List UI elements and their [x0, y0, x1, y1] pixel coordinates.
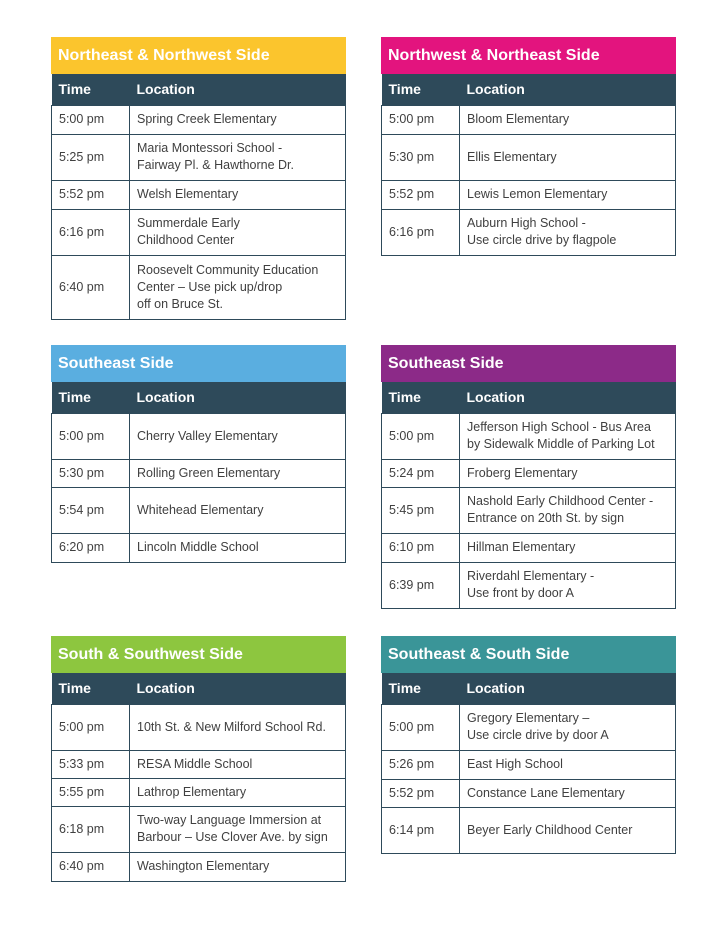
table-row — [52, 255, 346, 319]
stop-time: 5:00 pm — [52, 704, 130, 750]
table-header-row — [382, 74, 676, 105]
location-column-header: Location — [130, 673, 346, 704]
stop-location: Maria Montessori School - Fairway Pl. & Hawthorne Dr. — [130, 134, 346, 180]
route-title: Southeast Side — [51, 345, 346, 382]
stop-location: Jefferson High School - Bus Area by Sidewalk Middle of Parking Lot — [460, 413, 676, 459]
location-column-header: Location — [460, 673, 676, 704]
stop-location: Nashold Early Childhood Center - Entrance on 20th St. by sign — [460, 487, 676, 533]
stop-location: Lathrop Elementary — [130, 778, 346, 806]
table-row — [382, 704, 676, 750]
table-row — [382, 779, 676, 807]
stop-location: Roosevelt Community Education Center – Use pick up/drop off on Bruce St. — [130, 255, 346, 319]
stop-location: Summerdale Early Childhood Center — [130, 209, 346, 255]
stop-location: Ellis Elementary — [460, 134, 676, 180]
route-title: Southeast Side — [381, 345, 676, 382]
table-header-row — [382, 673, 676, 704]
stop-time: 5:30 pm — [52, 459, 130, 487]
stop-time: 6:14 pm — [382, 807, 460, 853]
stop-location: Gregory Elementary – Use circle drive by door A — [460, 704, 676, 750]
table-row — [52, 806, 346, 852]
route-card — [51, 345, 346, 563]
schedule-table — [381, 673, 676, 854]
table-row — [382, 413, 676, 459]
location-column-header: Location — [130, 74, 346, 105]
stop-location: Rolling Green Elementary — [130, 459, 346, 487]
route-title: Northeast & Northwest Side — [51, 37, 346, 74]
route-card — [381, 37, 676, 256]
stop-location: RESA Middle School — [130, 750, 346, 778]
route-title: Northwest & Northeast Side — [381, 37, 676, 74]
table-row — [382, 533, 676, 562]
stop-location: East High School — [460, 750, 676, 779]
stop-location: Whitehead Elementary — [130, 487, 346, 533]
location-column-header: Location — [130, 382, 346, 413]
table-row — [382, 459, 676, 487]
table-row — [382, 487, 676, 533]
table-header-row — [382, 382, 676, 413]
route-card — [381, 345, 676, 609]
time-column-header: Time — [382, 382, 460, 413]
table-header-row — [52, 74, 346, 105]
table-row — [52, 105, 346, 134]
stop-location: Lewis Lemon Elementary — [460, 180, 676, 209]
table-row — [382, 750, 676, 779]
table-row — [52, 413, 346, 459]
stop-time: 5:24 pm — [382, 459, 460, 487]
stop-time: 5:00 pm — [382, 105, 460, 134]
route-title: Southeast & South Side — [381, 636, 676, 673]
time-column-header: Time — [382, 673, 460, 704]
stop-time: 6:20 pm — [52, 533, 130, 562]
schedule-table — [381, 382, 676, 609]
schedule-table — [381, 74, 676, 256]
stop-location: Beyer Early Childhood Center — [460, 807, 676, 853]
table-row — [382, 209, 676, 255]
table-header-row — [52, 673, 346, 704]
schedule-table — [51, 382, 346, 563]
stop-time: 6:40 pm — [52, 852, 130, 881]
table-row — [382, 180, 676, 209]
stop-location: Lincoln Middle School — [130, 533, 346, 562]
stop-time: 6:16 pm — [52, 209, 130, 255]
stop-time: 5:25 pm — [52, 134, 130, 180]
stop-time: 5:55 pm — [52, 778, 130, 806]
stop-location: Hillman Elementary — [460, 533, 676, 562]
stop-location: 10th St. & New Milford School Rd. — [130, 704, 346, 750]
stop-time: 5:26 pm — [382, 750, 460, 779]
stop-time: 5:45 pm — [382, 487, 460, 533]
stop-location: Riverdahl Elementary - Use front by door A — [460, 562, 676, 608]
stop-location: Froberg Elementary — [460, 459, 676, 487]
table-row — [382, 105, 676, 134]
route-card — [51, 37, 346, 320]
stop-location: Spring Creek Elementary — [130, 105, 346, 134]
stop-time: 6:39 pm — [382, 562, 460, 608]
stop-location: Constance Lane Elementary — [460, 779, 676, 807]
stop-location: Washington Elementary — [130, 852, 346, 881]
table-row — [52, 487, 346, 533]
schedule-table — [51, 74, 346, 320]
stop-time: 5:52 pm — [52, 180, 130, 209]
table-row — [52, 459, 346, 487]
stop-time: 5:00 pm — [382, 413, 460, 459]
time-column-header: Time — [52, 382, 130, 413]
location-column-header: Location — [460, 382, 676, 413]
route-card — [381, 636, 676, 854]
stop-time: 5:30 pm — [382, 134, 460, 180]
stop-time: 5:00 pm — [52, 413, 130, 459]
table-row — [52, 209, 346, 255]
table-row — [52, 134, 346, 180]
stop-location: Cherry Valley Elementary — [130, 413, 346, 459]
stop-time: 5:00 pm — [52, 105, 130, 134]
time-column-header: Time — [52, 673, 130, 704]
stop-time: 5:52 pm — [382, 180, 460, 209]
table-row — [52, 852, 346, 881]
route-card — [51, 636, 346, 882]
table-row — [52, 180, 346, 209]
stop-time: 6:18 pm — [52, 806, 130, 852]
table-row — [52, 750, 346, 778]
stop-location: Welsh Elementary — [130, 180, 346, 209]
stop-time: 5:33 pm — [52, 750, 130, 778]
table-row — [382, 807, 676, 853]
stop-time: 6:10 pm — [382, 533, 460, 562]
stop-time: 5:00 pm — [382, 704, 460, 750]
time-column-header: Time — [382, 74, 460, 105]
stop-time: 5:52 pm — [382, 779, 460, 807]
table-row — [382, 562, 676, 608]
table-header-row — [52, 382, 346, 413]
stop-location: Auburn High School - Use circle drive by flagpole — [460, 209, 676, 255]
table-row — [382, 134, 676, 180]
stop-location: Bloom Elementary — [460, 105, 676, 134]
stop-time: 6:16 pm — [382, 209, 460, 255]
time-column-header: Time — [52, 74, 130, 105]
route-title: South & Southwest Side — [51, 636, 346, 673]
stop-time: 5:54 pm — [52, 487, 130, 533]
table-row — [52, 533, 346, 562]
table-row — [52, 778, 346, 806]
table-row — [52, 704, 346, 750]
stop-location: Two-way Language Immersion at Barbour – Use Clover Ave. by sign — [130, 806, 346, 852]
stop-time: 6:40 pm — [52, 255, 130, 319]
location-column-header: Location — [460, 74, 676, 105]
schedule-table — [51, 673, 346, 882]
